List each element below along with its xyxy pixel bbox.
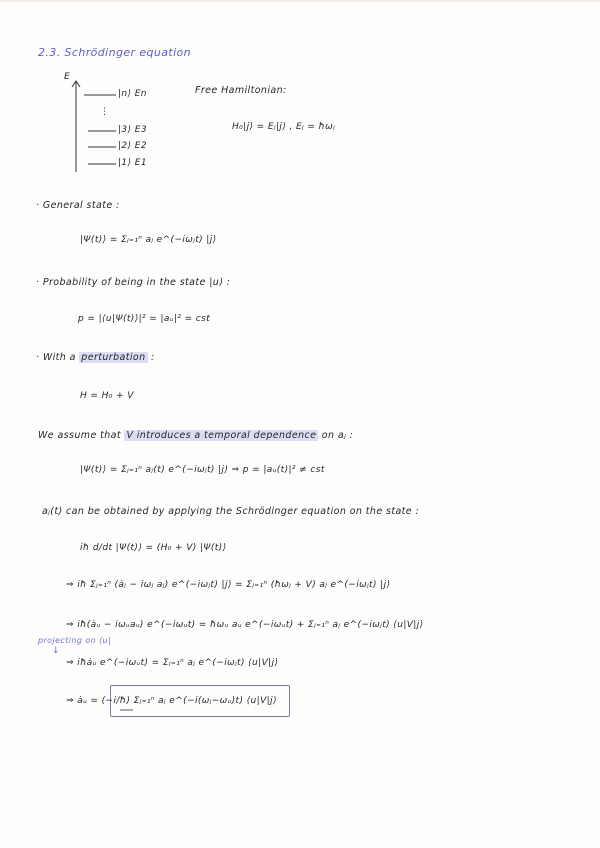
probability-equation: p = |⟨u|Ψ(t)⟩|² = |aᵤ|² = cst [78, 314, 211, 324]
level-dots: ⋮ [100, 107, 110, 117]
final-result-equation: ⇒ ȧᵤ = (−i/ħ) Σⱼ₌₁ⁿ aⱼ e^(−i(ωⱼ−ωᵤ)t) ⟨u|V|j⟩ [66, 696, 277, 706]
general-state-equation: |Ψ(t)⟩ = Σⱼ₌₁ⁿ aⱼ e^(−iωⱼt) |j⟩ [80, 235, 217, 245]
assume-line [38, 430, 353, 441]
assume-prefix: We assume that [38, 430, 125, 441]
perturbation-highlight: perturbation [81, 352, 146, 363]
energy-axis-label: E [64, 72, 71, 82]
time-dependent-state-equation: |Ψ(t)⟩ = Σⱼ₌₁ⁿ aⱼ(t) e^(−iωⱼt) |j⟩ ⇒ p = |aᵤ(t)|² ≠ cst [80, 465, 325, 475]
perturbation-prefix: · With a [36, 352, 80, 363]
general-state-label: · General state : [36, 200, 120, 211]
level-3-label: |3⟩ E3 [118, 125, 147, 135]
projecting-arrow-icon: ↓ [52, 646, 60, 656]
projecting-note: projecting on ⟨u| [38, 636, 112, 645]
assume-suffix: on aⱼ : [318, 430, 354, 441]
assume-highlight: V introduces a temporal dependence [126, 430, 317, 441]
hamiltonian-equation: H = H₀ + V [80, 391, 134, 401]
section-title: 2.3. Schrödinger equation [38, 46, 192, 59]
derivation-step-2: ⇒ iħ(ȧᵤ − iωᵤaᵤ) e^(−iωᵤt) = ħωᵤ aᵤ e^(−iωᵤt) + Σⱼ₌₁ⁿ aⱼ e^(−iωⱼt) ⟨u|V|j⟩ [66, 620, 424, 630]
free-hamiltonian-equation: H₀|j⟩ = Eⱼ|j⟩ , Eⱼ = ħωⱼ [232, 122, 336, 132]
probability-label: · Probability of being in the state |u⟩ : [36, 277, 231, 288]
free-hamiltonian-label: Free Hamiltonian: [195, 85, 287, 96]
perturbation-line [36, 352, 155, 363]
level-n-label: |n⟩ En [118, 89, 147, 99]
derivation-step-3: ⇒ iħȧᵤ e^(−iωᵤt) = Σⱼ₌₁ⁿ aⱼ e^(−iωⱼt) ⟨u|V|j⟩ [66, 658, 279, 668]
level-2-label: |2⟩ E2 [118, 141, 147, 151]
obtained-text: aⱼ(t) can be obtained by applying the Schrödinger equation on the state : [42, 506, 420, 517]
level-1-label: |1⟩ E1 [118, 158, 147, 168]
schrodinger-equation: iħ d/dt |Ψ(t)⟩ = (H₀ + V) |Ψ(t)⟩ [80, 543, 227, 553]
perturbation-suffix: : [147, 352, 155, 363]
derivation-step-1: ⇒ iħ Σⱼ₌₁ⁿ (ȧⱼ − iωⱼ aⱼ) e^(−iωⱼt) |j⟩ = Σⱼ₌₁ⁿ (ħωⱼ + V) aⱼ e^(−iωⱼt) |j⟩ [66, 580, 391, 590]
